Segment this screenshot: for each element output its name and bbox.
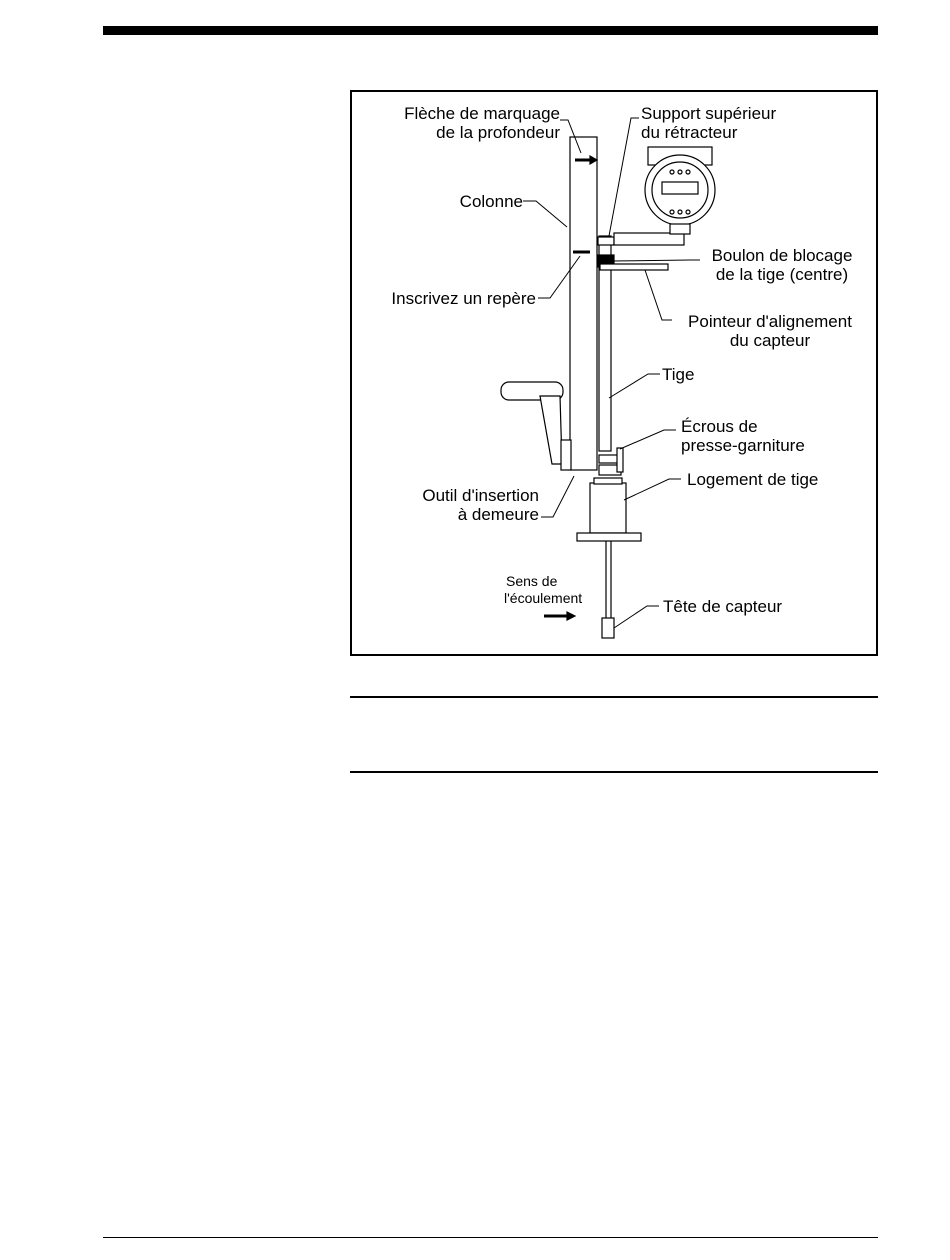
stem-housing <box>590 483 626 533</box>
label-alignment-pointer: Pointeur d'alignement du capteur <box>688 312 852 350</box>
caption-rule-top <box>350 696 878 698</box>
column-body <box>570 137 597 470</box>
label-sensor-head: Tête de capteur <box>663 597 783 616</box>
bottom-rule <box>103 1237 878 1238</box>
label-stem-housing: Logement de tige <box>687 470 819 489</box>
label-stem: Tige <box>662 365 695 384</box>
upper-support <box>598 237 614 245</box>
label-depth-arrow: Flèche de marquage de la profondeur <box>404 104 560 142</box>
transmitter-enclosure-icon <box>645 147 715 234</box>
label-mark: Inscrivez un repère <box>391 289 536 308</box>
label-packing-nuts: Écrous de presse-garniture <box>681 417 805 455</box>
sensor-head <box>602 618 614 638</box>
crank-handle-icon <box>501 382 571 470</box>
caption-rule-bottom <box>350 771 878 773</box>
label-flow-direction: Sens de l'écoulement <box>504 573 583 606</box>
flow-arrow-icon <box>544 612 575 620</box>
transmitter-arm <box>614 233 684 245</box>
label-lock-bolt: Boulon de blocage de la tige (centre) <box>711 246 853 284</box>
alignment-pointer <box>600 264 668 270</box>
flange <box>577 533 641 541</box>
label-column: Colonne <box>459 192 523 211</box>
packing-nut <box>617 448 623 472</box>
label-upper-support: Support supérieur du rétracteur <box>641 104 777 142</box>
label-insertion-tool: Outil d'insertion à demeure <box>422 486 539 524</box>
